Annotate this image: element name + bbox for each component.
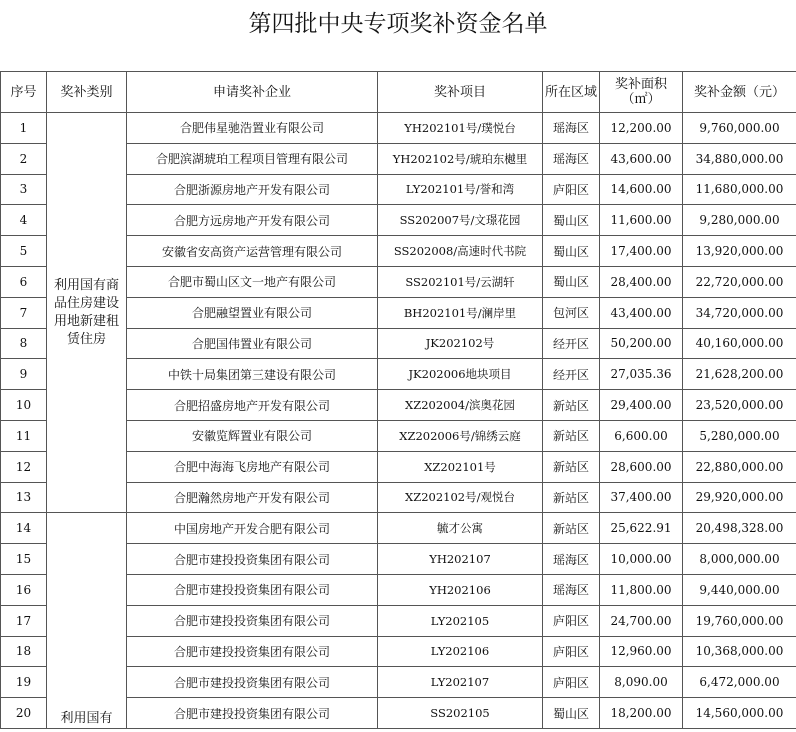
header-district: 所在区域 bbox=[543, 72, 600, 113]
row-project: JK202102号 bbox=[378, 328, 543, 359]
row-project: LY202107 bbox=[378, 667, 543, 698]
row-project: 毓才公寓 bbox=[378, 513, 543, 544]
row-seq: 4 bbox=[1, 205, 47, 236]
row-seq: 20 bbox=[1, 698, 47, 729]
row-amount: 19,760,000.00 bbox=[683, 605, 796, 636]
table-row bbox=[1, 513, 796, 544]
header-amount: 奖补金额（元） bbox=[683, 72, 796, 113]
header-seq: 序号 bbox=[1, 72, 47, 113]
row-amount: 22,720,000.00 bbox=[683, 266, 796, 297]
row-amount: 9,440,000.00 bbox=[683, 574, 796, 605]
row-seq: 16 bbox=[1, 574, 47, 605]
row-company: 合肥伟星驰浩置业有限公司 bbox=[127, 113, 378, 144]
row-amount: 13,920,000.00 bbox=[683, 236, 796, 267]
row-company: 合肥融望置业有限公司 bbox=[127, 297, 378, 328]
row-area: 37,400.00 bbox=[600, 482, 683, 513]
row-amount: 5,280,000.00 bbox=[683, 420, 796, 451]
row-district: 经开区 bbox=[543, 328, 600, 359]
row-area: 24,700.00 bbox=[600, 605, 683, 636]
row-district: 庐阳区 bbox=[543, 174, 600, 205]
row-amount: 21,628,200.00 bbox=[683, 359, 796, 390]
row-district: 庐阳区 bbox=[543, 667, 600, 698]
row-seq: 11 bbox=[1, 420, 47, 451]
row-project: XZ202004/滨奥花园 bbox=[378, 390, 543, 421]
row-company: 合肥市建投投资集团有限公司 bbox=[127, 636, 378, 667]
row-district: 新站区 bbox=[543, 513, 600, 544]
row-district: 瑶海区 bbox=[543, 113, 600, 144]
row-seq: 6 bbox=[1, 266, 47, 297]
row-amount: 40,160,000.00 bbox=[683, 328, 796, 359]
row-area: 43,400.00 bbox=[600, 297, 683, 328]
row-project: YH202107 bbox=[378, 544, 543, 575]
row-project: YH202106 bbox=[378, 574, 543, 605]
row-company: 合肥招盛房地产开发有限公司 bbox=[127, 390, 378, 421]
header-project: 奖补项目 bbox=[378, 72, 543, 113]
row-amount: 14,560,000.00 bbox=[683, 698, 796, 729]
row-project: JK202006地块项目 bbox=[378, 359, 543, 390]
row-project: XZ202006号/锦绣云庭 bbox=[378, 420, 543, 451]
row-district: 包河区 bbox=[543, 297, 600, 328]
row-company: 合肥瀚然房地产开发有限公司 bbox=[127, 482, 378, 513]
row-amount: 10,368,000.00 bbox=[683, 636, 796, 667]
row-company: 合肥方远房地产开发有限公司 bbox=[127, 205, 378, 236]
subsidy-table bbox=[0, 71, 796, 729]
row-company: 合肥市建投投资集团有限公司 bbox=[127, 605, 378, 636]
row-company: 合肥市建投投资集团有限公司 bbox=[127, 698, 378, 729]
row-seq: 15 bbox=[1, 544, 47, 575]
row-area: 11,600.00 bbox=[600, 205, 683, 236]
row-seq: 10 bbox=[1, 390, 47, 421]
row-company: 合肥市建投投资集团有限公司 bbox=[127, 667, 378, 698]
row-seq: 12 bbox=[1, 451, 47, 482]
row-district: 新站区 bbox=[543, 420, 600, 451]
row-area: 28,400.00 bbox=[600, 266, 683, 297]
row-seq: 18 bbox=[1, 636, 47, 667]
row-company: 合肥市蜀山区文一地产有限公司 bbox=[127, 266, 378, 297]
row-area: 8,090.00 bbox=[600, 667, 683, 698]
row-amount: 22,880,000.00 bbox=[683, 451, 796, 482]
row-amount: 34,720,000.00 bbox=[683, 297, 796, 328]
row-area: 28,600.00 bbox=[600, 451, 683, 482]
row-project: SS202105 bbox=[378, 698, 543, 729]
row-project: LY202106 bbox=[378, 636, 543, 667]
row-seq: 8 bbox=[1, 328, 47, 359]
category-cell: 利用国有 bbox=[47, 513, 127, 729]
row-district: 新站区 bbox=[543, 482, 600, 513]
row-district: 蜀山区 bbox=[543, 698, 600, 729]
row-amount: 9,280,000.00 bbox=[683, 205, 796, 236]
row-area: 17,400.00 bbox=[600, 236, 683, 267]
row-project: XZ202102号/观悦台 bbox=[378, 482, 543, 513]
row-project: SS202007号/文璟花园 bbox=[378, 205, 543, 236]
row-district: 蜀山区 bbox=[543, 236, 600, 267]
row-area: 6,600.00 bbox=[600, 420, 683, 451]
row-area: 10,000.00 bbox=[600, 544, 683, 575]
row-project: SS202101号/云湖轩 bbox=[378, 266, 543, 297]
row-district: 庐阳区 bbox=[543, 605, 600, 636]
row-company: 中铁十局集团第三建设有限公司 bbox=[127, 359, 378, 390]
row-area: 50,200.00 bbox=[600, 328, 683, 359]
row-amount: 9,760,000.00 bbox=[683, 113, 796, 144]
row-area: 43,600.00 bbox=[600, 143, 683, 174]
row-area: 18,200.00 bbox=[600, 698, 683, 729]
row-district: 新站区 bbox=[543, 390, 600, 421]
row-area: 11,800.00 bbox=[600, 574, 683, 605]
row-area: 14,600.00 bbox=[600, 174, 683, 205]
row-area: 29,400.00 bbox=[600, 390, 683, 421]
row-project: XZ202101号 bbox=[378, 451, 543, 482]
row-seq: 5 bbox=[1, 236, 47, 267]
page-title: 第四批中央专项奖补资金名单 bbox=[248, 11, 548, 37]
row-district: 瑶海区 bbox=[543, 544, 600, 575]
row-company: 合肥市建投投资集团有限公司 bbox=[127, 574, 378, 605]
row-amount: 34,880,000.00 bbox=[683, 143, 796, 174]
row-seq: 7 bbox=[1, 297, 47, 328]
row-amount: 29,920,000.00 bbox=[683, 482, 796, 513]
header-company: 申请奖补企业 bbox=[127, 72, 378, 113]
row-seq: 2 bbox=[1, 143, 47, 174]
row-area: 25,622.91 bbox=[600, 513, 683, 544]
row-amount: 8,000,000.00 bbox=[683, 544, 796, 575]
row-seq: 14 bbox=[1, 513, 47, 544]
row-district: 瑶海区 bbox=[543, 574, 600, 605]
row-area: 12,960.00 bbox=[600, 636, 683, 667]
row-area: 27,035.36 bbox=[600, 359, 683, 390]
row-company: 合肥滨湖琥珀工程项目管理有限公司 bbox=[127, 143, 378, 174]
row-district: 庐阳区 bbox=[543, 636, 600, 667]
row-company: 合肥市建投投资集团有限公司 bbox=[127, 544, 378, 575]
header-area: 奖补面积（㎡） bbox=[600, 72, 683, 113]
row-district: 新站区 bbox=[543, 451, 600, 482]
row-company: 安徽览辉置业有限公司 bbox=[127, 420, 378, 451]
row-seq: 19 bbox=[1, 667, 47, 698]
table-header-row bbox=[1, 72, 796, 113]
row-project: BH202101号/澜岸里 bbox=[378, 297, 543, 328]
row-project: LY202105 bbox=[378, 605, 543, 636]
row-company: 合肥中海海飞房地产有限公司 bbox=[127, 451, 378, 482]
row-project: SS202008/高速时代书院 bbox=[378, 236, 543, 267]
row-amount: 6,472,000.00 bbox=[683, 667, 796, 698]
row-district: 蜀山区 bbox=[543, 205, 600, 236]
row-seq: 9 bbox=[1, 359, 47, 390]
row-seq: 3 bbox=[1, 174, 47, 205]
row-seq: 17 bbox=[1, 605, 47, 636]
row-seq: 13 bbox=[1, 482, 47, 513]
row-amount: 23,520,000.00 bbox=[683, 390, 796, 421]
row-project: YH202102号/琥珀东樾里 bbox=[378, 143, 543, 174]
row-company: 合肥国伟置业有限公司 bbox=[127, 328, 378, 359]
row-district: 瑶海区 bbox=[543, 143, 600, 174]
row-project: YH202101号/璞悦台 bbox=[378, 113, 543, 144]
row-company: 中国房地产开发合肥有限公司 bbox=[127, 513, 378, 544]
row-project: LY202101号/誉和湾 bbox=[378, 174, 543, 205]
table-row bbox=[1, 113, 796, 144]
row-seq: 1 bbox=[1, 113, 47, 144]
row-district: 蜀山区 bbox=[543, 266, 600, 297]
row-amount: 11,680,000.00 bbox=[683, 174, 796, 205]
row-area: 12,200.00 bbox=[600, 113, 683, 144]
row-amount: 20,498,328.00 bbox=[683, 513, 796, 544]
category-cell: 利用国有商品住房建设用地新建租赁住房 bbox=[47, 113, 127, 513]
row-company: 安徽省安高资产运营管理有限公司 bbox=[127, 236, 378, 267]
row-company: 合肥浙源房地产开发有限公司 bbox=[127, 174, 378, 205]
header-category: 奖补类别 bbox=[47, 72, 127, 113]
row-district: 经开区 bbox=[543, 359, 600, 390]
